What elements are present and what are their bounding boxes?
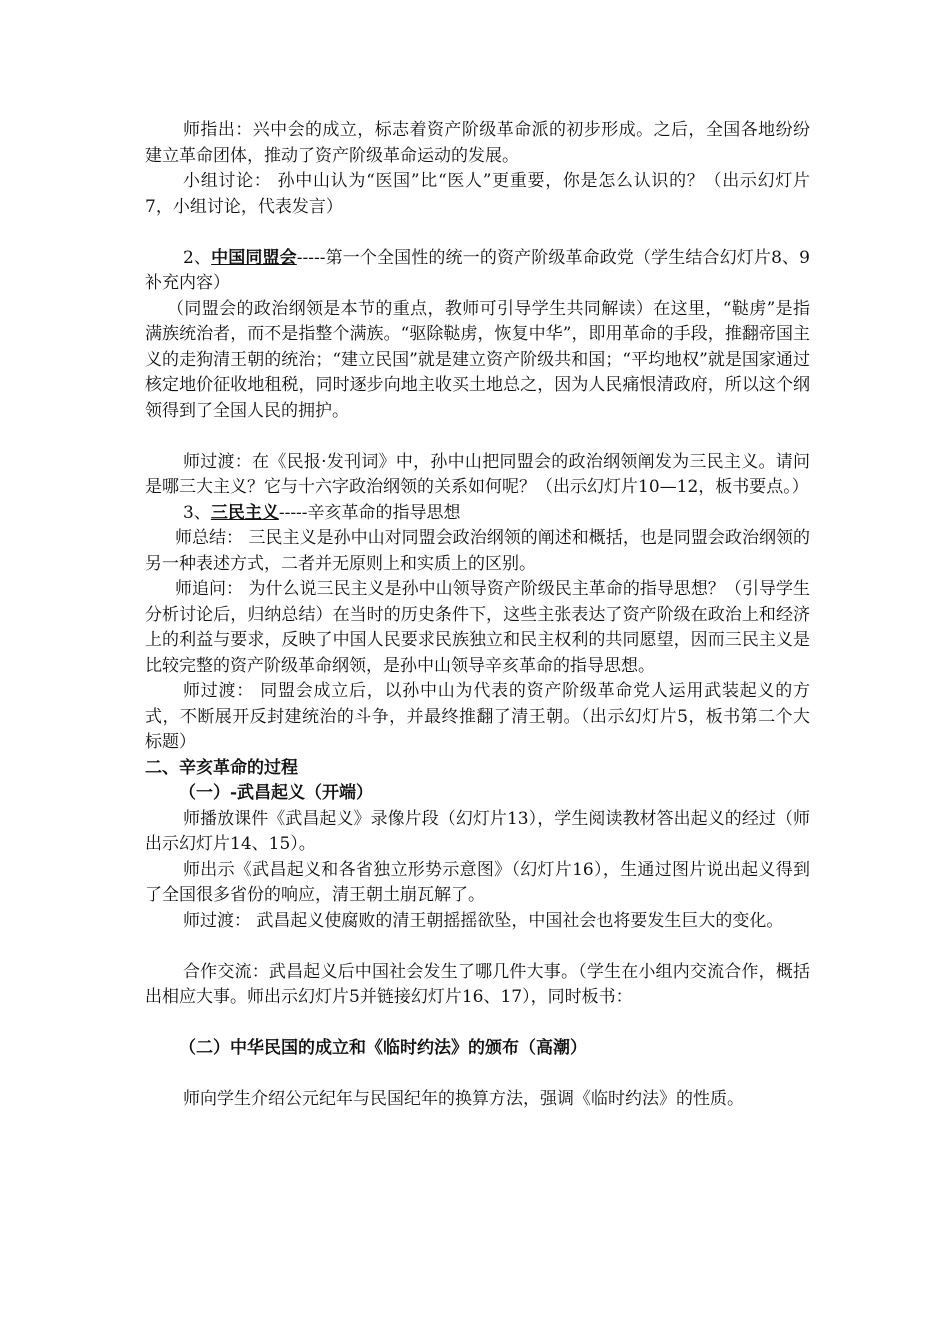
spacer (145, 424, 810, 450)
paragraph: 师追问： 为什么说三民主义是孙中山领导资产阶级民主革命的指导思想？（引导学生分析讨论后，归纳总结）在当时的历史条件下，这些主张表达了资产阶级在政治上和经济上的利益与要求，反映了中国人民要求民族独立和民主权利的共同愿望，因而三民主义是比较完整的资产阶级革命纲领，是孙中山领导辛亥革命的指导思想。 (145, 579, 810, 676)
spacer (145, 1011, 810, 1037)
section-title: 三民主义 (210, 502, 279, 523)
spacer (145, 1062, 810, 1088)
paragraph: 合作交流：武昌起义后中国社会发生了哪几件大事。（学生在小组内交流合作，概括出相应大事。师出示幻灯片5并链接幻灯片16、17），同时板书： (145, 961, 810, 1007)
paragraph: （同盟会的政治纲领是本节的重点，教师可引导学生共同解读）在这里，“鞑虏”是指满族统治者，而不是指整个满族。“驱除鞑虏，恢复中华”，即用革命的手段，推翻帝国主义的走狗清王朝的统治；“建立民国”就是建立资产阶级共和国；“平均地权”就是国家通过核定地价征收地租税，同时逐步向地主收买土地总之，因为人民痛恨清政府，所以这个纲领得到了全国人民的拥护。 (145, 298, 810, 421)
paragraph: 师指出：兴中会的成立，标志着资产阶级革命派的初步形成。之后，全国各地纷纷建立革命团体，推动了资产阶级革命运动的发展。 (145, 120, 810, 166)
section-number: 3、 (183, 502, 211, 523)
section-heading (145, 246, 810, 297)
paragraph: 师过渡： 同盟会成立后，以孙中山为代表的资产阶级革命党人运用武装起义的方式，不断展开反封建统治的斗争，并最终推翻了清王朝。（出示幻灯片5，板书第二个大标题） (145, 681, 810, 752)
paragraph: 师过渡： 武昌起义使腐败的清王朝摇摇欲坠，中国社会也将要发生巨大的变化。 (183, 910, 784, 931)
section-subtitle: -----辛亥革命的指导思想 (278, 502, 461, 523)
heading-level-3: （一）-武昌起义（开端） (179, 783, 374, 803)
section-title: 中国同盟会 (211, 247, 297, 268)
heading-level-3: （二）中华民国的成立和《临时约法》的颁布（高潮） (179, 1038, 587, 1058)
paragraph: 师出示《武昌起义和各省独立形势示意图》（幻灯片16），生通过图片说出起义得到了全国很多省份的响应，清王朝土崩瓦解了。 (145, 859, 810, 905)
paragraph: 师总结： 三民主义是孙中山对同盟会政治纲领的阐述和概括，也是同盟会政治纲领的另一种表述方式，二者并无原则上和实质上的区别。 (145, 528, 810, 574)
paragraph: 师过渡：在《民报·发刊词》中，孙中山把同盟会的政治纲领阐发为三民主义。请问是哪三大主义？它与十六字政治纲领的关系如何呢？（出示幻灯片10—12，板书要点。） (145, 451, 810, 497)
spacer (145, 220, 810, 246)
document-page (145, 118, 810, 1113)
spacer (145, 934, 810, 960)
paragraph: 师播放课件《武昌起义》录像片段（幻灯片13），学生阅读教材答出起义的经过（师出示幻灯片14、15）。 (145, 808, 810, 854)
section-number: 2、 (183, 247, 212, 268)
heading-level-2: 二、辛亥革命的过程 (145, 757, 298, 778)
paragraph: 小组讨论： 孙中山认为“医国”比“医人”更重要，你是怎么认识的？（出示幻灯片7，小组讨论，代表发言） (145, 171, 810, 217)
section-heading (145, 501, 810, 527)
section-subtitle: -----第一个全国性的统一的资产阶级革命政党（学生结合幻灯片8、9补充内容） (145, 247, 810, 293)
paragraph: 师向学生介绍公元纪年与民国纪年的换算方法，强调《临时约法》的性质。 (183, 1089, 744, 1109)
